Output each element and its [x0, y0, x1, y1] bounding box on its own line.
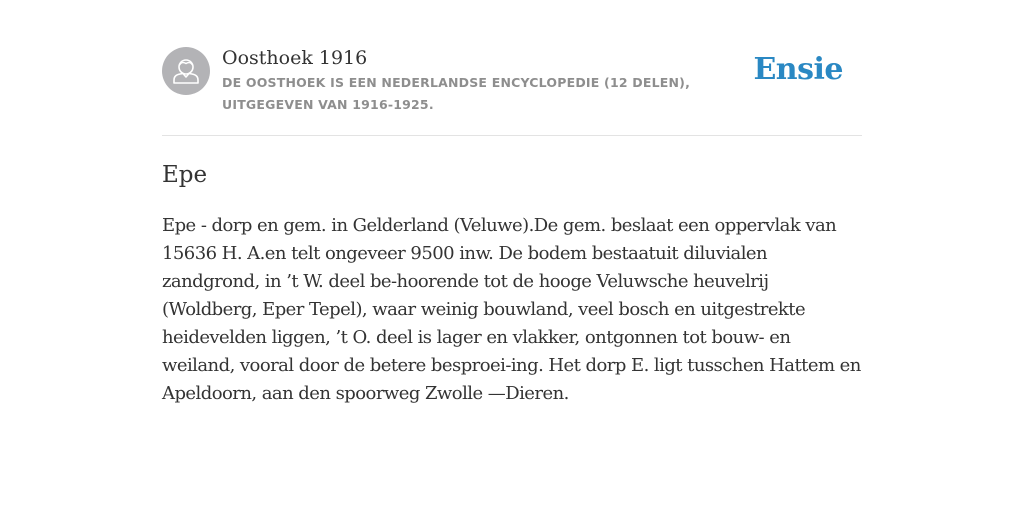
source-header: [162, 44, 862, 136]
user-avatar-icon[interactable]: [162, 47, 210, 95]
article-body: Epe - dorp en gem. in Gelderland (Veluwe).De gem. beslaat een oppervlak van 15636 H. A.en telt ongeveer 9500 inw. De bodem bestaatuit diluvialen zandgrond, in ’t W. deel be-hoorende tot de hooge Veluwsche heuvelrij (Woldberg, Eper Tepel), waar weinig bouwland, veel bosch en uitgestrekte heidevelden liggen, ’t O. deel is lager en vlakker, ontgonnen tot bouw- en weiland, vooral door de betere besproei-ing. Het dorp E. ligt tusschen Hattem en Apeldoorn, aan den spoorweg Zwolle —Dieren.: [162, 215, 861, 404]
source-description: DE OOSTHOEK IS EEN NEDERLANDSE ENCYCLOPEDIE (12 DELEN), UITGEGEVEN VAN 1916-1925.: [222, 75, 691, 112]
article-title: Epe: [162, 162, 208, 188]
source-title[interactable]: Oosthoek 1916: [222, 47, 368, 69]
brand-logo[interactable]: Ensie: [753, 52, 843, 87]
